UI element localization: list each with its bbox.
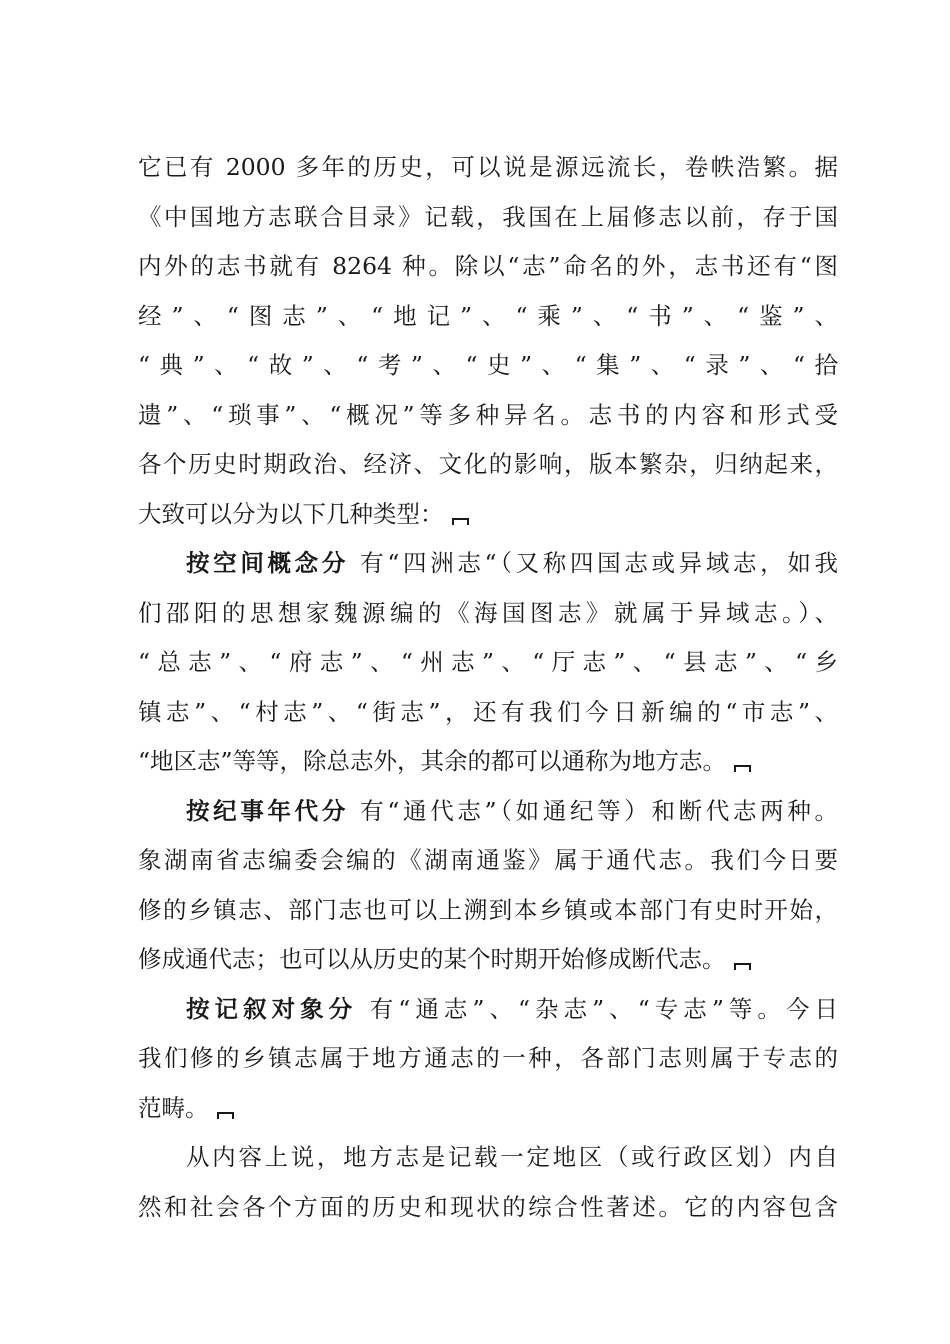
line-text: “地区志”等等，除总志外，其余的都可以通称为地方志。	[138, 747, 727, 775]
text-line	[138, 985, 838, 1035]
document-page	[138, 143, 838, 1232]
text-line	[138, 935, 838, 985]
line-text: 有“四洲志“（又称四国志或异域志，如我	[349, 549, 839, 577]
line-text: 范畴。	[138, 1093, 209, 1122]
line-text: 大致可以分为以下几种类型：	[138, 499, 444, 528]
paragraph-mark-icon	[217, 1112, 234, 1118]
paragraph-mark-icon	[734, 765, 751, 771]
text-line	[138, 1084, 838, 1134]
text-line: 我们修的乡镇志属于地方通志的一种，各部门志则属于专志的	[138, 1044, 838, 1072]
text-line	[138, 787, 838, 837]
paragraph-mark-icon	[734, 963, 751, 969]
text-line: 内外的志书就有 8264 种。除以“志”命名的外，志书还有“图	[138, 252, 838, 280]
text-line: 从内容上说，地方志是记载一定地区（或行政区划）内自	[186, 1143, 838, 1171]
line-text: 有“通代志”（如通纪等）和断代志两种。	[349, 796, 839, 825]
text-line: 它已有 2000 多年的历史，可以说是源远流长，卷帙浩繁。据	[138, 153, 838, 181]
text-line: “典”、“故”、“考”、“史”、“集”、“录”、“拾	[138, 351, 838, 379]
category-term: 按空间概念分	[186, 549, 350, 577]
text-line: “总志”、“府志”、“州志”、“厅志”、“县志”、“乡	[138, 648, 838, 676]
line-text: 修成通代志；也可以从历史的某个时期开始修成断代志。	[138, 945, 726, 973]
text-line: 象湖南省志编委会编的《湖南通鉴》属于通代志。我们今日要	[138, 846, 838, 874]
category-term: 按纪事年代分	[186, 796, 350, 825]
text-line	[138, 539, 838, 589]
text-line: 镇志”、“村志”、“街志”，还有我们今日新编的“市志”、	[138, 697, 838, 726]
text-line: 修的乡镇志、部门志也可以上溯到本乡镇或本部门有史时开始，	[138, 895, 838, 924]
category-term: 按记叙对象分	[186, 994, 358, 1023]
text-line	[138, 737, 838, 787]
text-line	[138, 490, 838, 540]
text-line: 遗”、“琐事”、“概况”等多种异名。志书的内容和形式受	[138, 400, 838, 429]
text-line: 经”、“图志”、“地记”、“乘”、“书”、“鉴”、	[138, 301, 838, 330]
paragraph-mark-icon	[452, 518, 469, 524]
text-line: 《中国地方志联合目录》记载，我国在上届修志以前，存于国	[138, 202, 838, 231]
text-line: 们邵阳的思想家魏源编的《海国图志》就属于异域志。）、	[138, 598, 838, 627]
text-line: 各个历史时期政治、经济、文化的影响，版本繁杂，归纳起来，	[138, 450, 838, 478]
text-line: 然和社会各个方面的历史和现状的综合性著述。它的内容包含	[138, 1192, 838, 1221]
line-text: 有“通志”、“杂志”、“专志”等。今日	[357, 994, 838, 1023]
